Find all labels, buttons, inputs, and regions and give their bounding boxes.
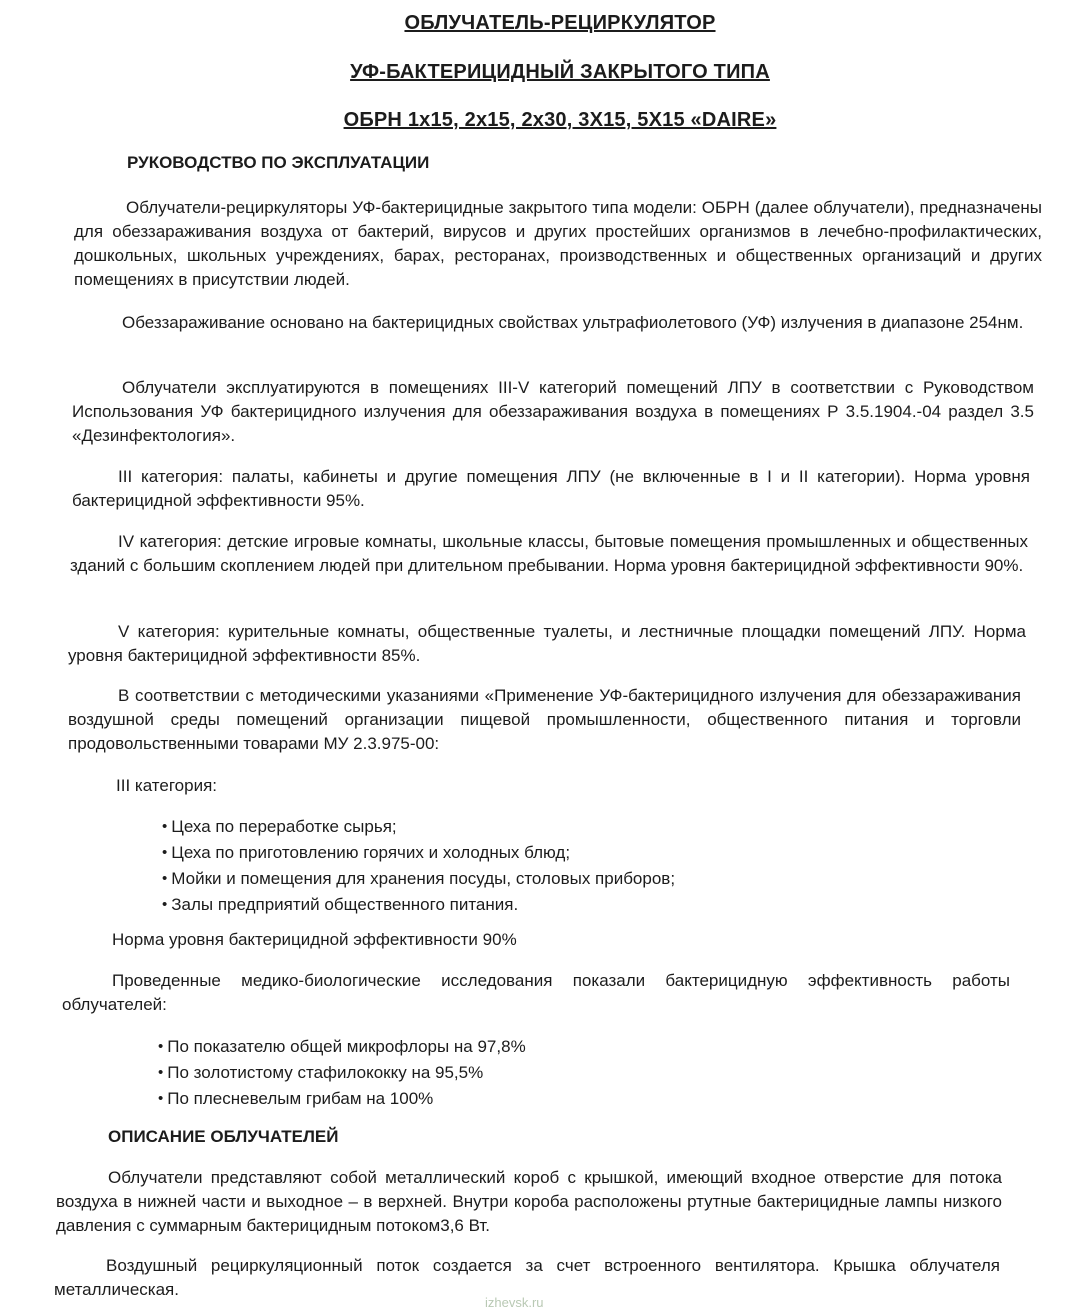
paragraph-usage: Облучатели эксплуатируются в помещениях III-V категорий помещений ЛПУ в соответствии с Руководством Использования УФ бактерицидного излучения для обеззараживания воздуха в помещениях Р 3.5.1904.-04 раздел 3.5 «Дезинфектология». (72, 378, 1034, 445)
paragraph-basis: Обеззараживание основано на бактерицидных свойствах ультрафиолетового (УФ) излучения в диапазоне 254нм. (122, 313, 1024, 332)
paragraph-research: Проведенные медико-биологические исследования показали бактерицидную эффективность работы облучателей: (62, 971, 1010, 1014)
list-item: • Цеха по приготовлению горячих и холодных блюд; (162, 840, 675, 866)
manual-heading: РУКОВОДСТВО ПО ЭКСПЛУАТАЦИИ (127, 153, 430, 172)
list-item: • По показателю общей микрофлоры на 97,8% (158, 1034, 526, 1060)
norm-90-text: Норма уровня бактерицидной эффективности 90% (112, 930, 517, 949)
paragraph-category-4: IV категория: детские игровые комнаты, школьные классы, бытовые помещения промышленных и общественных зданий с большим скоплением людей при длительном пребывании. Норма уровня бактерицидной эффективности 90%. (70, 532, 1028, 575)
paragraph-description-2: Воздушный рециркуляционный поток создается за счет встроенного вентилятора. Крышка облучателя металлическая. (54, 1256, 1000, 1299)
list-item: • По золотистому стафилококку на 95,5% (158, 1060, 526, 1086)
source-watermark: izhevsk.ru (485, 1295, 544, 1310)
description-heading: ОПИСАНИЕ ОБЛУЧАТЕЛЕЙ (108, 1127, 339, 1146)
list-item: • По плесневелым грибам на 100% (158, 1086, 526, 1112)
paragraph-intro: Облучатели-рециркуляторы УФ-бактерицидные закрытого типа модели: ОБРН (далее облучатели), предназначены для обеззараживания воздуха от бактерий, вирусов и других простейших организмов в лечебно-профилактических, дошкольных, школьных учреждениях, барах, ресторанах, производственных и общественных организаций и других помещениях в присутствии людей. (74, 198, 1042, 289)
document-title-line-1: ОБЛУЧАТЕЛЬ-РЕЦИРКУЛЯТОР (404, 12, 716, 34)
research-results-list (158, 1034, 526, 1112)
list-item: • Залы предприятий общественного питания. (162, 892, 675, 918)
list-item: • Цеха по переработке сырья; (162, 814, 675, 840)
paragraph-category-5: V категория: курительные комнаты, общественные туалеты, и лестничные площадки помещений ЛПУ. Норма уровня бактерицидной эффективности 85%. (68, 622, 1026, 665)
paragraph-category-3: III категория: палаты, кабинеты и другие помещения ЛПУ (не включенные в I и II категории). Норма уровня бактерицидной эффективности 95%. (72, 467, 1030, 510)
food-premises-list (162, 814, 675, 918)
document-title-line-2: УФ-БАКТЕРИЦИДНЫЙ ЗАКРЫТОГО ТИПА (350, 61, 770, 83)
paragraph-food-industry: В соответствии с методическими указаниями «Применение УФ-бактерицидного излучения для обеззараживания воздушной среды помещений организации пищевой промышленности, общественного питания и торговли продовольственными товарами МУ 2.3.975-00: (68, 686, 1021, 753)
list-item: • Мойки и помещения для хранения посуды, столовых приборов; (162, 866, 675, 892)
paragraph-description-1: Облучатели представляют собой металлический короб с крышкой, имеющий входное отверстие для потока воздуха в нижней части и выходное – в верхней. Внутри короба расположены ртутные бактерицидные лампы низкого давления с суммарным бактерицидным потоком3,6 Вт. (56, 1168, 1002, 1235)
category-3-label: III категория: (116, 776, 217, 795)
document-title-line-3: ОБРН 1х15, 2х15, 2х30, 3Х15, 5Х15 «DAIRE» (343, 109, 777, 131)
